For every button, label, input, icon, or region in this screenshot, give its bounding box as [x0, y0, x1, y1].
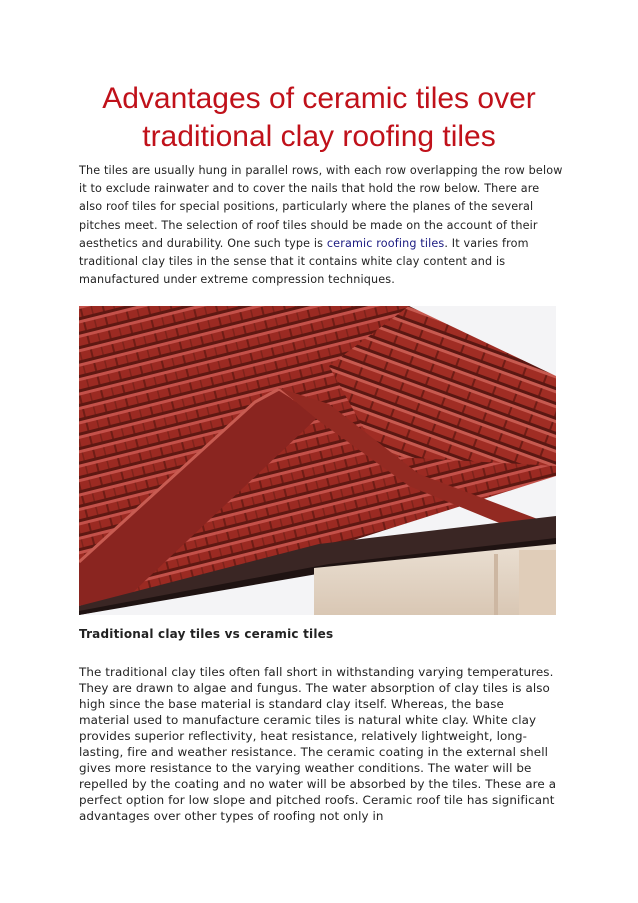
ceramic-roofing-tiles-link[interactable]: ceramic roofing tiles: [326, 236, 445, 250]
section-heading: Traditional clay tiles vs ceramic tiles: [79, 627, 334, 641]
roof-tiles-photo: [79, 306, 556, 615]
intro-text-end: . It varies from traditional clay tiles in the sense that it contains white clay content and is manufactured under extreme compression techniques.: [79, 236, 529, 287]
intro-paragraph: [79, 162, 563, 289]
section-paragraph: The traditional clay tiles often fall short in withstanding varying temperatures. They are drawn to algae and fungus. The water absorption of clay tiles is also high since the base material is standard clay itself. Whereas, the base material used to manufacture ceramic tiles is natural white clay. White clay provides superior reflectivity, heat resistance, relatively lightweight, long-lasting, fire and weather resistance. The ceramic coating in the external shell gives more resistance to the varying weather conditions. The water will be repelled by the coating and no water will be absorbed by the tiles. These are a perfect option for low slope and pitched roofs. Ceramic roof tile has significant advantages over other types of roofing not only in: [79, 665, 557, 823]
intro-text-start: The tiles are usually hung in parallel rows, with each row overlapping the row below it to exclude rainwater and to cover the nails that hold the row below. There are also roof tiles for special positions, particularly where the planes of the several pitches meet. The selection of roof tiles should be made on the account of their aesthetics and durability. One such type is: [79, 164, 563, 250]
page-title: Advantages of ceramic tiles over traditional clay roofing tiles: [102, 82, 536, 153]
